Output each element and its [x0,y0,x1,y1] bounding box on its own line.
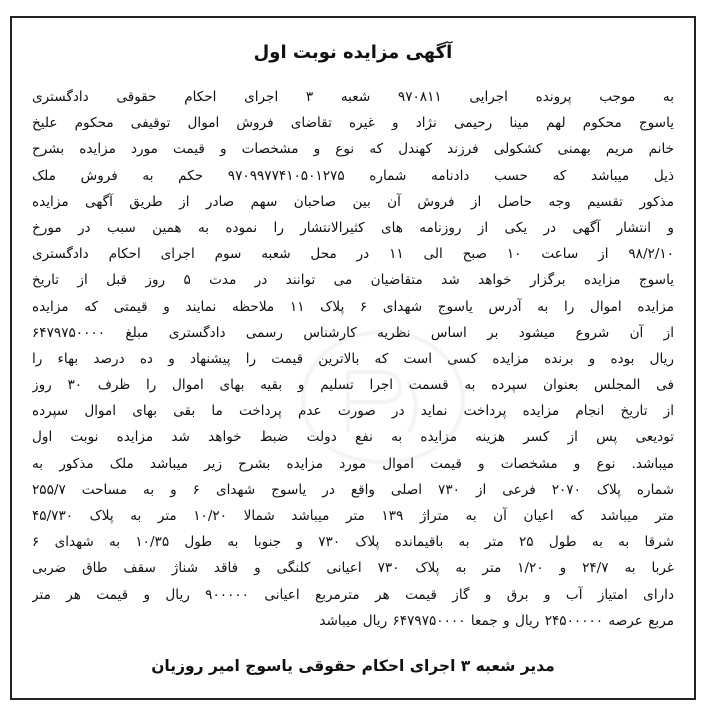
notice-title: آگهی مزایده نوبت اول [253,42,453,63]
notice-line: مربع عرصه ۲۴۵۰۰۰۰۰ ریال و جمعا ۶۴۷۹۷۵۰۰۰۰ ریال میباشد [319,612,674,629]
notice-line: ۹۸/۲/۱۰ از ساعت ۱۰ صبح الی ۱۱ در محل شعبه سوم اجرای احکام دادگستری [32,246,674,263]
notice-line: مزایده اموال را به آدرس یاسوج شهدای ۶ پلاک ۱۱ ملاحظه نمایند و قیمتی که مزایده [32,298,674,315]
notice-body [32,84,674,634]
notice-line: میباشد. نوع و مشخصات و قیمت اموال مورد مزایده بشرح زیر میباشد ملک مذکور به [32,455,674,472]
notice-line: متر میباشد که اعیان آن به متراژ ۱۳۹ متر میباشد شمالا ۱۰/۲۰ متر به پلاک ۴۵/۷۳۰ [32,508,674,524]
notice-line: یاسوج مزایده برگزار خواهد شد متقاضیان می توانند در مدت ۵ روز قبل از تاریخ [32,272,674,289]
notice-line: فی المجلس بعنوان سپرده به قسمت اجرا تسلیم و بقیه بهای اموال را ظرف ۳۰ روز [32,377,674,394]
notice-line: به موجب پرونده اجرایی ۹۷۰۸۱۱ شعبه ۳ اجرای احکام حقوقی دادگستری [32,89,674,105]
notice-line: ذیل میباشد که حسب دادنامه شماره ۹۷۰۹۹۷۷۴۱۰۵۰۱۲۷۵ حکم به فروش ملک [32,167,674,184]
notice-line: تودیعی پس از کسر هزینه مزایده به نفع دولت ضبط خواهد شد مزایده نوبت اول [32,429,674,446]
notice-line: شماره پلاک ۲۰۷۰ فرعی از ۷۳۰ اصلی واقع در یاسوج شهدای ۶ و به مساحت ۲۵۵/۷ [32,481,674,498]
notice-line: از آن شروع میشود بر اساس نظریه کارشناس رسمی دادگستری مبلغ ۶۴۷۹۷۵۰۰۰۰ [32,324,674,341]
notice-line: شرقا به به طول ۲۵ متر به باقیمانده پلاک ۷۳۰ و جنوبا به طول ۱۰/۳۵ به شهدای ۶ [32,534,674,551]
notice-line: یاسوج محکوم لهم مینا رحیمی نژاد و غیره تقاضای فروش اموال توقیفی محکوم علیخ [32,115,674,132]
notice-signature: مدیر شعبه ۳ اجرای احکام حقوقی یاسوج امیر روزیان [151,657,555,675]
notice-line: و انتشار آگهی در یکی از روزنامه های کثیرالانتشار را نموده به همین سبب در مورخ [32,219,674,236]
notice-line: غربا به ۲۴/۷ و ۱/۲۰ متر به پلاک ۷۳۰ اعیانی کلنگی و فاقد شناژ سقف طاق ضربی [32,560,674,577]
notice-line: دارای امتیاز آب و برق و گاز قیمت هر مترمربع اعیانی ۹۰۰۰۰۰ ریال و قیمت هر متر [32,586,674,603]
notice-frame [10,16,696,700]
notice-line: ریال بوده و برنده مزایده کسی است که بالاترین قیمت را پیشنهاد و ده درصد بهاء را [32,350,674,367]
notice-line: مذکور تقسیم وجه حاصل از فروش آن بین صاحبان سهم صادر از طریق آگهی مزایده [32,193,674,210]
notice-line: از تاریخ انجام مزایده پرداخت نماید در صورت عدم پرداخت ما بقی بهای اموال سپرده [32,403,674,420]
notice-line: خانم مریم بهمنی کشکولی فرزند کهندل که نوع و مشخصات و قیمت مورد مزایده بشرح [32,141,674,158]
